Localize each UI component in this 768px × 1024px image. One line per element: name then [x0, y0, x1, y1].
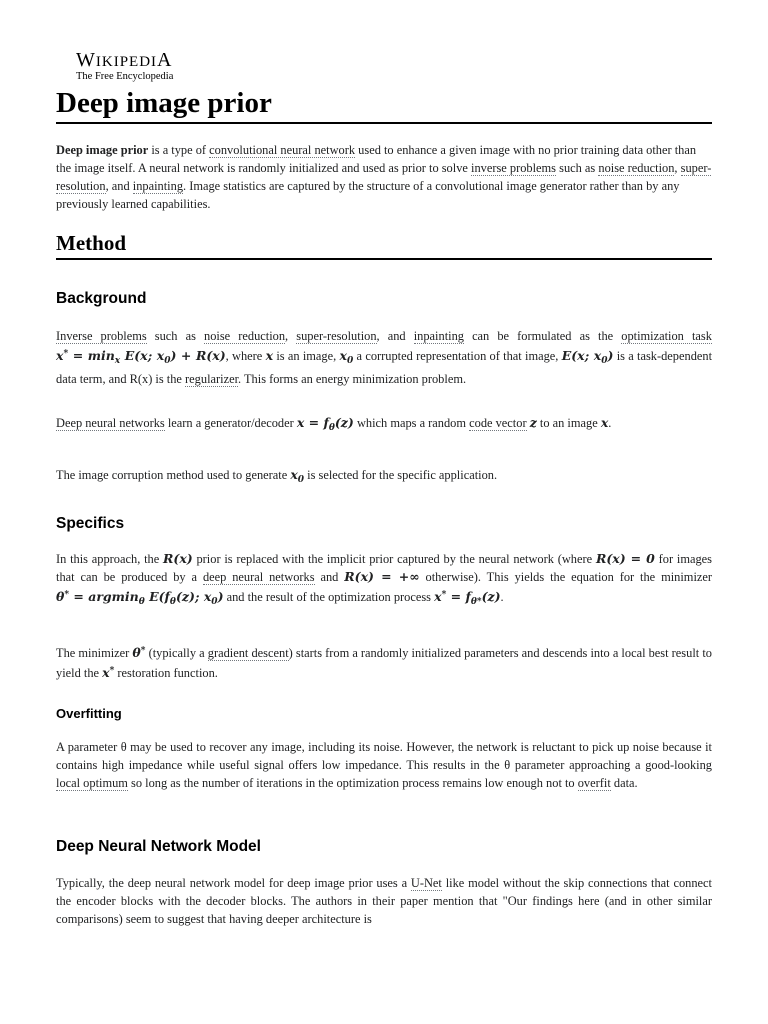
math-formula: R(x) [163, 551, 193, 566]
text: . Image statistics are captured by the structure of a convolutional image generator rather than by any previously learned capabilities. [56, 179, 680, 211]
math-formula: θ* [132, 645, 146, 660]
text: The minimizer [56, 646, 130, 660]
link-overfit[interactable]: overfit [577, 776, 611, 790]
logo-tagline: The Free Encyclopedia [76, 71, 174, 82]
link-inpainting[interactable]: inpainting [413, 329, 464, 343]
link-local-optimum[interactable]: local optimum [56, 776, 128, 790]
math-formula: R(x) = +∞ [344, 569, 420, 584]
wikipedia-logo[interactable] [76, 50, 173, 83]
text: (typically a [148, 646, 205, 660]
link-optimization-task[interactable]: optimization task [621, 329, 712, 343]
math-formula: x* [102, 665, 115, 680]
text: The image corruption method used to generate [56, 468, 288, 482]
link-super-resolution[interactable]: super-resolution [296, 329, 377, 343]
text: such as [154, 329, 196, 343]
text: , [674, 161, 678, 175]
text: like model without the skip connections that connect the encoder blocks with the decoder blocks. The authors in their paper mention that "Our findings here (and in other similar comparisons) seem to suggest that having deeper architecture is [56, 876, 712, 926]
text: . This forms an energy minimization problem. [238, 372, 467, 386]
background-paragraph-3 [56, 466, 712, 489]
text: is a type of [151, 143, 207, 157]
text: a corrupted representation of that image, [356, 349, 559, 363]
text: otherwise). This yields the equation for the minimizer [425, 570, 713, 584]
background-paragraph-1 [56, 327, 712, 388]
math-formula: $x^* = \min_x E(x$; $x_0) + R(x)$ [56, 348, 226, 366]
link-convolutional-neural-network[interactable]: convolutional neural network [209, 143, 356, 157]
link-inverse-problems[interactable]: inverse problems [471, 161, 557, 175]
text: restoration function. [117, 666, 218, 680]
text: for images that can be produced by a [56, 552, 712, 584]
subsection-heading-background: Background [56, 290, 147, 307]
text: which maps a random [356, 416, 467, 430]
math-formula: E(x; $x_0$) [561, 348, 614, 366]
dnn-model-paragraph [56, 874, 712, 928]
text: A parameter θ may be used to recover any image, including its noise. However, the network is reluctant to pick up noise because it contains high impedance while useful signal offers low impedance. This results in the θ parameter approaching a good-looking [56, 740, 712, 772]
text: is selected for the specific application. [307, 468, 498, 482]
specifics-paragraph-2 [56, 642, 712, 682]
text: is a task-dependent data term, and R(x) is the [56, 349, 713, 386]
math-formula: $x_0$ [290, 467, 305, 485]
text: used to enhance a given image with no prior training data other than the image itself. A neural network is randomly initialized and used as prior to solve [56, 143, 697, 175]
math-formula: z [529, 415, 537, 430]
text: , and [105, 179, 130, 193]
text: In this approach, the [56, 552, 160, 566]
text: ) starts from a randomly initialized parameters and descends into a local best result to yield the [56, 646, 712, 680]
link-deep-neural-networks[interactable]: Deep neural networks [56, 416, 165, 430]
wikipedia-wordmark: WIKIPEDIA [76, 49, 173, 71]
text: and the result of the optimization process [226, 590, 431, 604]
link-regularizer[interactable]: regularizer [185, 372, 239, 386]
text: , and [376, 329, 406, 343]
link-gradient-descent[interactable]: gradient descent [207, 646, 289, 660]
text: , [285, 329, 289, 343]
math-formula: $x^* = f_{\theta*}(z)$ [434, 589, 501, 607]
math-formula: $x_0$ [339, 348, 354, 366]
text: such as [559, 161, 596, 175]
text: . [608, 416, 612, 430]
link-noise-reduction[interactable]: noise reduction [204, 329, 286, 343]
math-formula: $x = f_\theta(z)$ [296, 415, 354, 433]
overfitting-paragraph [56, 738, 712, 792]
link-deep-neural-networks[interactable]: deep neural networks [202, 570, 315, 584]
text: data. [613, 776, 638, 790]
section-heading-method: Method [56, 230, 712, 260]
text: is an image, [276, 349, 337, 363]
background-paragraph-2 [56, 414, 712, 437]
subsection-heading-dnn-model: Deep Neural Network Model [56, 838, 261, 855]
text: and [320, 570, 339, 584]
subsection-heading-specifics: Specifics [56, 515, 125, 532]
link-inpainting[interactable]: inpainting [132, 179, 184, 193]
text: learn a generator/decoder [167, 416, 294, 430]
text: . [500, 590, 504, 604]
text: , where [225, 349, 263, 363]
text: can be formulated as the [472, 329, 614, 343]
specifics-paragraph-1 [56, 550, 712, 611]
lead-term: Deep image prior [56, 143, 149, 157]
math-formula: x [600, 415, 609, 430]
math-formula: R(x) = 0 [595, 551, 655, 566]
link-noise-reduction[interactable]: noise reduction [598, 161, 675, 175]
text: to an image [539, 416, 598, 430]
link-code-vector[interactable]: code vector [469, 416, 527, 430]
text: prior is replaced with the implicit prior captured by the neural network (where [196, 552, 593, 566]
link-super-resolution[interactable]: super-resolution [56, 161, 712, 193]
lead-paragraph [56, 141, 712, 213]
page-title: Deep image prior [56, 86, 712, 124]
text: so long as the number of iterations in the optimization process remains low enough not to [131, 776, 575, 790]
text: Typically, the deep neural network model for deep image prior uses a [56, 876, 408, 890]
link-inverse-problems[interactable]: Inverse problems [56, 329, 147, 343]
math-formula: x [265, 348, 274, 363]
subsection-heading-overfitting: Overfitting [56, 706, 122, 721]
link-u-net[interactable]: U-Net [410, 876, 442, 890]
math-formula: θ* = argmin$_\theta$ $E(f_\theta(z)$; $x_0$) [56, 589, 224, 607]
